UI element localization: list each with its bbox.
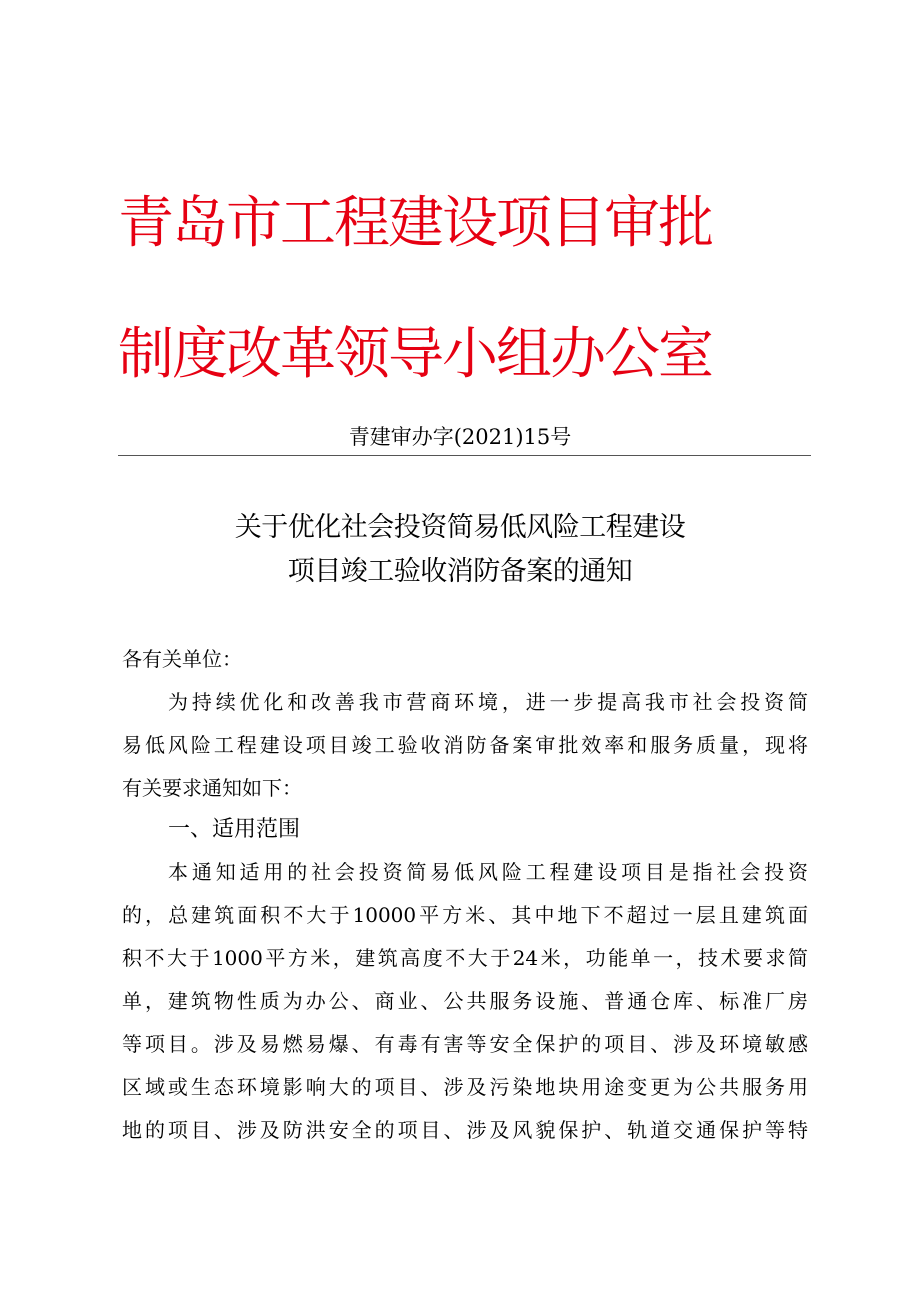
letterhead-line-2: 制度改革领导小组办公室 — [118, 322, 712, 387]
salutation: 各有关单位： — [122, 647, 242, 671]
section-line: 本通知适用的社会投资简易低风险工程建设项目是指社会投资 — [168, 860, 808, 884]
document-number: 青建审办字(2021)15号 — [348, 425, 572, 449]
section-line: 地的项目、涉及防洪安全的项目、涉及风貌保护、轨道交通保护等特 — [122, 1118, 808, 1142]
header-divider — [118, 455, 811, 456]
intro-line: 易低风险工程建设项目竣工验收消防备案审批效率和服务质量，现将 — [122, 733, 808, 757]
section-line: 积不大于1000平方米，建筑高度不大于24米，功能单一，技术要求简 — [122, 946, 808, 970]
letterhead-line-1: 青岛市工程建设项目审批 — [118, 191, 712, 256]
intro-line: 为持续优化和改善我市营商环境，进一步提高我市社会投资简 — [168, 690, 808, 714]
section-line: 区域或生态环境影响大的项目、涉及污染地块用途变更为公共服务用 — [122, 1075, 808, 1099]
section-line: 等项目。涉及易燃易爆、有毒有害等安全保护的项目、涉及环境敏感 — [122, 1032, 808, 1056]
intro-line: 有关要求通知如下： — [122, 776, 302, 800]
section-heading: 一、适用范围 — [168, 817, 301, 842]
notice-title-line-2: 项目竣工验收消防备案的通知 — [287, 556, 633, 587]
section-line: 的，总建筑面积不大于10000平方米、其中地下不超过一层且建筑面 — [122, 903, 808, 927]
section-line: 单，建筑物性质为办公、商业、公共服务设施、普通仓库、标准厂房 — [122, 989, 808, 1013]
notice-title-line-1: 关于优化社会投资简易低风险工程建设 — [234, 512, 686, 543]
